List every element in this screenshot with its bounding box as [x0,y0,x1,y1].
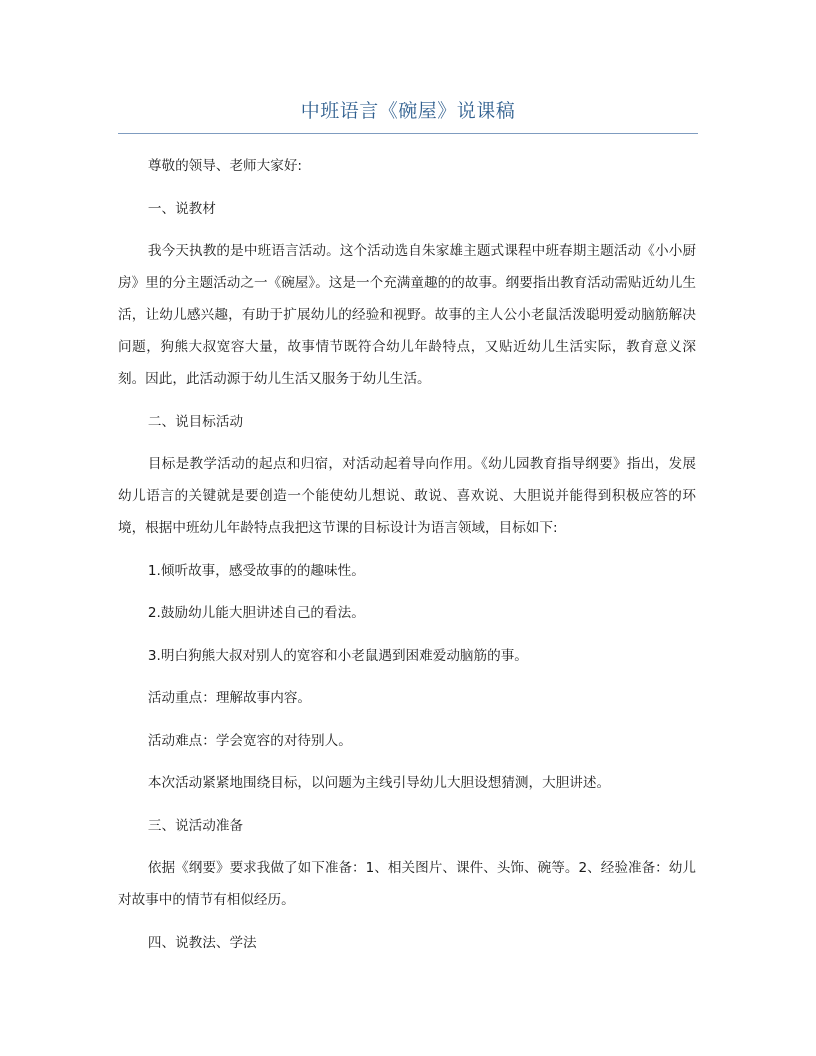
difficulty-paragraph: 活动难点：学会宽容的对待别人。 [147,732,352,749]
section-heading-goals: 二、说目标活动 [147,413,244,430]
section-heading-teaching-material: 一、说教材 [147,200,216,217]
goal-item: 3.明白狗熊大叔对别人的宽容和小老鼠遇到困难爱动脑筋的事。 [147,647,528,664]
goal-item: 1.倾听故事，感受故事的的趣味性。 [147,562,365,579]
body-paragraph: 依据《纲要》要求我做了如下准备：1、相关图片、课件、头饰、碗等。2、经验准备：幼儿对故事中的情节有相似经历。 [118,860,696,908]
section-heading-preparation: 三、说活动准备 [147,817,244,834]
greeting-paragraph: 尊敬的领导、老师大家好: [147,158,303,174]
document-title: 中班语言《碗屋》说课稿 [300,100,516,122]
body-paragraph: 本次活动紧紧地围绕目标，以问题为主线引导幼儿大胆设想猜测，大胆讲述。 [147,775,611,791]
document-body [118,150,696,969]
goal-item: 2.鼓励幼儿能大胆讲述自己的看法。 [147,605,365,621]
body-paragraph: 目标是教学活动的起点和归宿，对活动起着导向作用。《幼儿园教育指导纲要》指出，发展幼儿语言的关键就是要创造一个能使幼儿想说、敢说、喜欢说、大胆说并能得到积极应答的环境，根据中班幼儿年龄特点我把这节课的目标设计为语言领域，目标如下: [118,456,696,536]
key-point-paragraph: 活动重点：理解故事内容。 [147,690,312,706]
title-divider [118,133,698,134]
section-heading-methods: 四、说教法、学法 [147,934,257,951]
body-paragraph: 我今天执教的是中班语言活动。这个活动选自朱家雄主题式课程中班春期主题活动《小小厨房》里的分主题活动之一《碗屋》。这是一个充满童趣的的故事。纲要指出教育活动需贴近幼儿生活，让幼儿感兴趣，有助于扩展幼儿的经验和视野。故事的主人公小老鼠活泼聪明爱动脑筋解决问题，狗熊大叔宽容大量，故事情节既符合幼儿年龄特点，又贴近幼儿生活实际，教育意义深刻。因此，此活动源于幼儿生活又服务于幼儿生活。 [118,243,696,387]
